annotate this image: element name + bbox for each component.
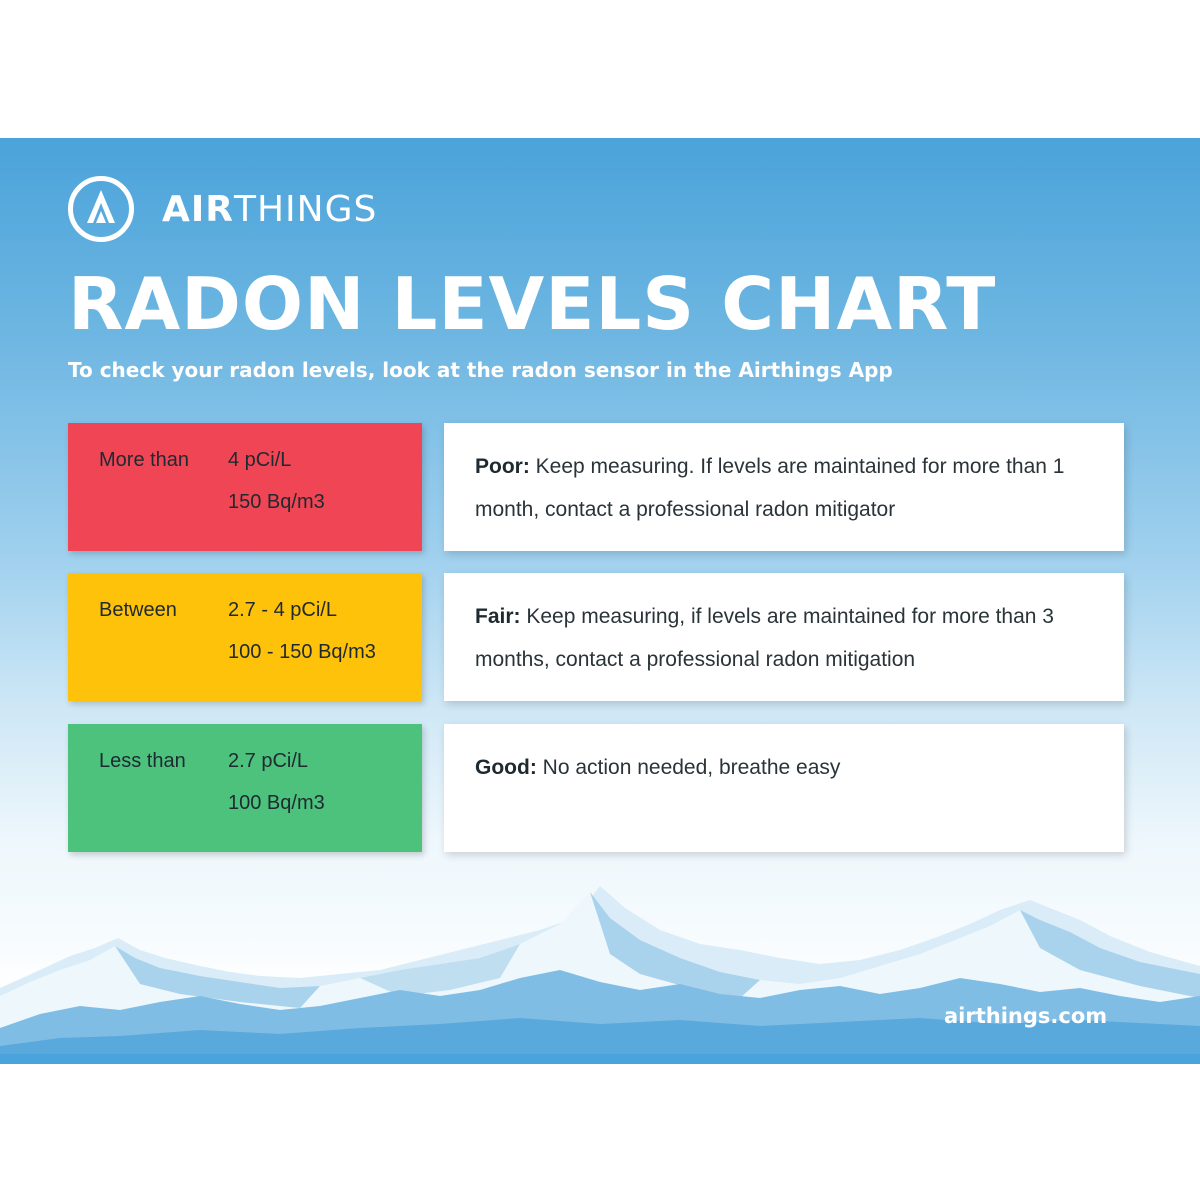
level-value-bq: 100 Bq/m3 bbox=[228, 792, 325, 814]
level-description-poor bbox=[444, 423, 1124, 551]
level-value-pci: 2.7 - 4 pCi/L bbox=[228, 599, 337, 621]
footer-url[interactable]: airthings.com bbox=[944, 1004, 1108, 1028]
level-description-good bbox=[444, 724, 1124, 852]
brand-wordmark-light: THINGS bbox=[233, 189, 378, 230]
radon-chart-poster bbox=[0, 138, 1200, 1064]
level-description-fair bbox=[444, 573, 1124, 701]
rating-label: Poor: bbox=[475, 455, 530, 478]
brand-wordmark bbox=[162, 189, 378, 230]
level-label: Between bbox=[99, 599, 177, 621]
rating-description: No action needed, breathe easy bbox=[542, 756, 841, 779]
rating-description: Keep measuring. If levels are maintained for more than 1 month, contact a professional radon mitigator bbox=[475, 455, 1065, 521]
level-value-bq: 100 - 150 Bq/m3 bbox=[228, 641, 376, 663]
level-box-fair bbox=[68, 573, 422, 701]
level-label: More than bbox=[99, 449, 190, 471]
brand-wordmark-bold: AIR bbox=[162, 189, 234, 230]
page-title: RADON LEVELS CHART bbox=[68, 262, 997, 346]
level-box-good bbox=[68, 724, 422, 852]
level-value-bq: 150 Bq/m3 bbox=[228, 491, 325, 513]
airthings-logo-icon bbox=[68, 176, 134, 242]
level-box-poor bbox=[68, 423, 422, 551]
rating-label: Good: bbox=[475, 756, 537, 779]
mountain-range-illustration bbox=[0, 878, 1200, 1064]
level-value-pci: 4 pCi/L bbox=[228, 449, 292, 471]
page-subtitle: To check your radon levels, look at the radon sensor in the Airthings App bbox=[68, 358, 893, 382]
level-label: Less than bbox=[99, 750, 186, 772]
level-value-pci: 2.7 pCi/L bbox=[228, 750, 309, 772]
rating-label: Fair: bbox=[475, 605, 521, 628]
rating-description: Keep measuring, if levels are maintained for more than 3 months, contact a professional radon mitigation bbox=[475, 605, 1054, 671]
